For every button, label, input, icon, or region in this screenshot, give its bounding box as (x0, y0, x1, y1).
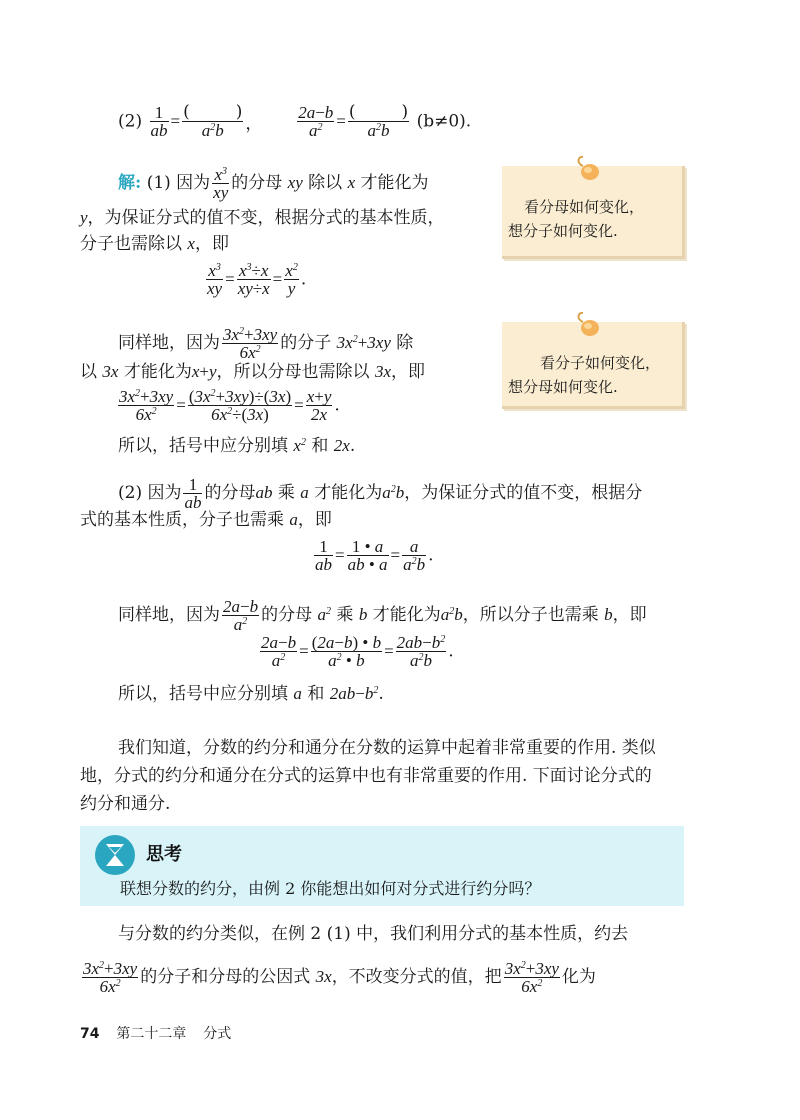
equation-4: $\frac{2a-b}{a^2}$ = $\frac{(2a-b) • b}{a^2 • b}$ = $\frac{2ab-b^2}{a^2b}$ . (261, 633, 454, 670)
note-1-line-2: 想分子如何变化. (508, 222, 618, 240)
fraction: $\frac{1}{ab}$ (150, 103, 168, 140)
solution-line-1: 解: (1) 因为 $\frac{x^3}{xy}$ 的分母 xy 除以 x 才能化为 (118, 165, 429, 202)
think-box (80, 826, 684, 906)
solution-2-line-2: 式的基本性质，分子也需乘 a，即 (80, 510, 332, 530)
equation-1: $\frac{x^3}{xy}$ = $\frac{x^3\div x}{xy\div x}$ = $\frac{x^2}{y}$ . (207, 261, 307, 298)
problem-2-label: (2) (118, 111, 143, 132)
pushpin-icon (574, 154, 602, 184)
solution-line-3: 分子也需除以 x，即 (80, 234, 229, 254)
page-number: 74 (80, 1026, 100, 1042)
think-text: 联想分数的约分，由例 2 你能想出如何对分式进行约分吗？ (120, 879, 541, 898)
problem-2-statement: (2) $\frac{1}{ab}$ = $\frac{( )}{a^2b}$ ， $\frac{2a-b}{a^2}$ = $\frac{( )}{a^2b}$ (b≠0). (118, 102, 472, 140)
chapter-title: 分式 (203, 1026, 232, 1042)
paragraph-line-3: 约分和通分. (80, 794, 171, 814)
fraction-blank: $\frac{( )}{a^2b}$ (348, 102, 409, 140)
solution-2-line-3: 同样地，因为 $\frac{2a-b}{a^2}$ 的分母 $a^2$ 乘 b 才能化为$a^2b$，所以分子也需乘 b，即 (118, 597, 647, 634)
last-line-1: 与分数的约分类似，在例 2 (1) 中，我们利用分式的基本性质，约去 (118, 924, 629, 944)
fraction: $\frac{2a-b}{a^2}$ (298, 103, 334, 140)
last-line-2: $\frac{3x^2+3xy}{6x^2}$ 的分子和分母的公因式 3x，不改变分式的值，把 $\frac{3x^2+3xy}{6x^2}$ 化为 (83, 959, 596, 996)
solution-line-4: 同样地，因为 $\frac{3x^2+3xy}{6x^2}$ 的分子 $3x^2+3xy$ 除 (118, 325, 414, 362)
fraction-blank: $\frac{( )}{a^2b}$ (183, 102, 243, 140)
hourglass-icon (94, 834, 136, 876)
note-2-line-2: 想分母如何变化. (508, 378, 618, 396)
paragraph-line-2: 地，分式的约分和通分在分式的运算中也有非常重要的作用. 下面讨论分式的 (80, 766, 652, 786)
chapter-label: 第二十二章 (116, 1026, 187, 1042)
solution-fill-1: 所以，括号中应分别填 $x^2$ 和 2x. (118, 436, 356, 456)
note-2-line-1: 看分子如何变化， (540, 354, 661, 372)
margin-note-1 (502, 166, 685, 259)
solution-label: 解: (118, 173, 142, 193)
condition: (b≠0). (416, 111, 472, 132)
think-title: 思考 (146, 844, 182, 865)
note-1-line-1: 看分母如何变化， (524, 198, 645, 216)
solution-line-2: y，为保证分式的值不变，根据分式的基本性质， (80, 208, 445, 228)
equation-3: $\frac{1}{ab}$ = $\frac{1 • a}{ab • a}$ = $\frac{a}{a^2b}$ . (315, 537, 434, 574)
solution-2-line-1: (2) 因为 $\frac{1}{ab}$ 的分母ab 乘 a 才能化为$a^2b$，为保证分式的值不变，根据分 (118, 475, 643, 512)
equation-2: $\frac{3x^2+3xy}{6x^2}$ = $\frac{(3x^2+3xy)\div(3x)}{6x^2\div(3x)}$ = $\frac{x+y}{2x}$ . (119, 387, 340, 424)
page-footer (80, 1023, 231, 1043)
solution-fill-2: 所以，括号中应分别填 a 和 $2ab-b^2$. (118, 684, 384, 704)
paragraph-line-1: 我们知道，分数的约分和通分在分数的运算中起着非常重要的作用. 类似 (118, 738, 656, 758)
margin-note-2 (502, 322, 685, 409)
pushpin-icon (574, 310, 602, 340)
solution-line-5: 以 3x 才能化为x+y，所以分母也需除以 3x，即 (80, 362, 425, 382)
